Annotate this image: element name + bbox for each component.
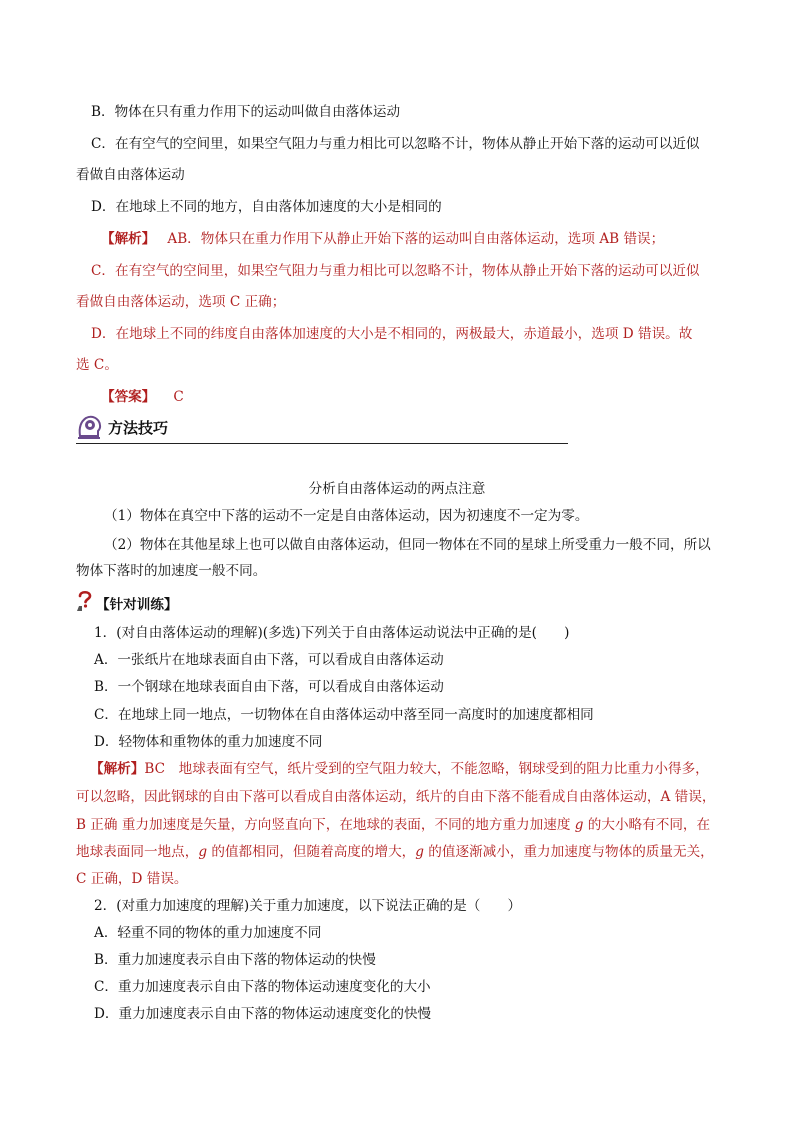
analysis-2-text-3a: B 正确 重力加速度是矢量，方向竖直向下，在地球的表面，不同的地方重力加速度	[76, 817, 575, 833]
question-2-option-b: B．重力加速度表示自由下落的物体运动的快慢	[94, 952, 376, 968]
answer-block	[101, 388, 184, 406]
analysis-line-2: C．在有空气的空间里，如果空气阻力与重力相比可以忽略不计，物体从静止开始下落的运动可以近似	[91, 263, 700, 279]
head-gear-icon	[76, 414, 102, 440]
question-2-option-a: A．轻重不同的物体的重力加速度不同	[94, 925, 322, 941]
option-b: B．物体在只有重力作用下的运动叫做自由落体运动	[91, 104, 401, 120]
analysis-2-line-2: 可以忽略，因此钢球的自由下落可以看成自由落体运动，纸片的自由下落不能看成自由落体运动，A 错误，	[76, 789, 716, 805]
analysis-line-5: 选 C。	[76, 357, 118, 373]
question-1-option-c: C．在地球上同一地点，一切物体在自由落体运动中落至同一高度时的加速度都相同	[94, 707, 594, 723]
training-heading: 【针对训练】	[96, 597, 178, 613]
section-title: 方法技巧	[108, 419, 169, 437]
analysis-2-line-3	[76, 816, 710, 834]
note-point-2-line1: （2）物体在其他星球上也可以做自由落体运动，但同一物体在不同的星球上所受重力一般不同，所以	[104, 537, 711, 553]
note-point-2-line2: 物体下落时的加速度一般不同。	[76, 563, 267, 579]
question-1-option-d: D．轻物体和重物体的重力加速度不同	[94, 734, 323, 750]
question-1-stem: 1．(对自由落体运动的理解)(多选)下列关于自由落体运动说法中正确的是( )	[94, 625, 570, 641]
analysis-line-4: D．在地球上不同的纬度自由落体加速度的大小是不相同的，两极最大，赤道最小，选项 D 错误。故	[91, 326, 693, 342]
section-heading	[76, 412, 568, 444]
analysis-2-line-1	[90, 760, 709, 778]
analysis-2-text-3b: 的大小略有不同，在	[583, 817, 711, 833]
answer-tag: 【答案】	[101, 389, 156, 405]
analysis-line-1: AB．物体只在重力作用下从静止开始下落的运动叫自由落体运动，选项 AB 错误；	[167, 231, 665, 247]
note-point-1: （1）物体在真空中下落的运动不一定是自由落体运动，因为初速度不一定为零。	[104, 508, 589, 524]
question-2-stem: 2．(对重力加速度的理解)关于重力加速度，以下说法正确的是（ ）	[94, 898, 522, 914]
question-2-option-d: D．重力加速度表示自由下落的物体运动速度变化的快慢	[94, 1006, 432, 1022]
analysis-2-text-1: BC 地球表面有空气，纸片受到的空气阻力较大，不能忽略，钢球受到的阻力比重力小得多，	[144, 761, 709, 777]
question-mark-person-icon	[76, 589, 94, 611]
question-1-option-b: B．一个钢球在地球表面自由下落，可以看成自由落体运动	[94, 679, 444, 695]
analysis-line-3: 看做自由落体运动，选项 C 正确；	[76, 294, 286, 310]
analysis-2-text-4b: 的值都相同，但随着高度的增大，	[207, 844, 416, 860]
question-2-option-c: C．重力加速度表示自由下落的物体运动速度变化的大小	[94, 979, 431, 995]
answer-value: C	[173, 389, 184, 405]
analysis-2-text-4a: 地球表面同一地点，	[76, 844, 199, 860]
analysis-block-1	[101, 230, 664, 248]
question-1-option-a: A．一张纸片在地球表面自由下落，可以看成自由落体运动	[94, 652, 444, 668]
analysis-2-line-5: C 正确，D 错误。	[76, 871, 188, 887]
analysis-2-line-4	[76, 843, 714, 861]
option-d: D．在地球上不同的地方，自由落体加速度的大小是相同的	[91, 199, 442, 215]
note-title: 分析自由落体运动的两点注意	[308, 481, 486, 497]
symbol-g: g	[198, 844, 208, 860]
symbol-g: g	[415, 844, 424, 860]
section-divider	[76, 443, 568, 444]
analysis-2-text-4c: 的值逐渐减小，重力加速度与物体的质量无关，	[423, 844, 714, 860]
analysis-tag: 【解析】	[101, 231, 156, 247]
option-c-line1: C．在有空气的空间里，如果空气阻力与重力相比可以忽略不计，物体从静止开始下落的运动可以近似	[91, 136, 700, 152]
option-c-line2: 看做自由落体运动	[76, 167, 185, 183]
symbol-g: g	[574, 817, 584, 833]
analysis-2-tag: 【解析】	[90, 761, 145, 777]
